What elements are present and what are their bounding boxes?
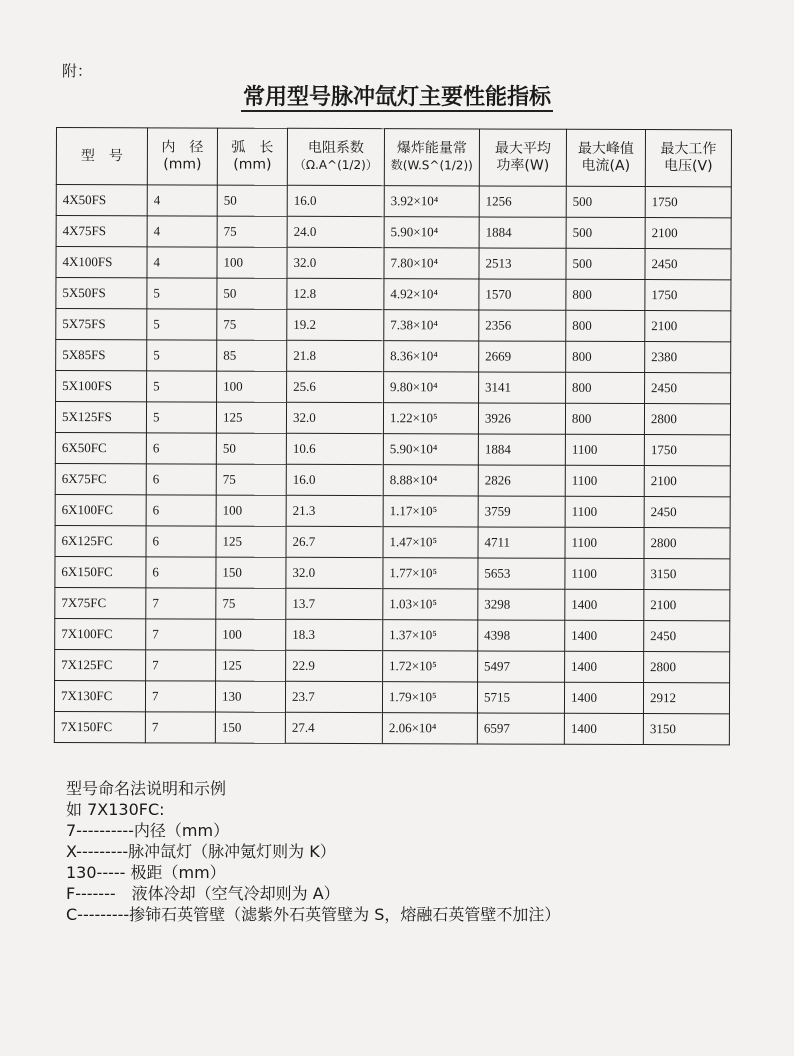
cell-peak-current: 800 [566,341,645,372]
table-row [55,556,730,589]
cell-peak-current: 1100 [565,434,644,465]
cell-avg-power: 1884 [479,217,566,248]
cell-inner-diameter: 6 [146,433,216,464]
cell-explosion-energy: 1.77×10⁵ [383,558,478,589]
cell-model: 4X100FS [56,247,147,278]
cell-explosion-energy: 9.80×10⁴ [383,372,478,403]
cell-arc-length: 100 [216,495,286,526]
cell-resistance: 13.7 [286,588,383,619]
cell-resistance: 21.3 [286,495,383,526]
cell-inner-diameter: 6 [146,464,216,495]
cell-arc-length: 75 [216,464,286,495]
cell-voltage: 2100 [645,311,731,342]
cell-model: 4X75FS [56,216,147,247]
cell-avg-power: 2356 [479,310,566,341]
naming-notes [66,778,560,925]
table-row [56,371,731,404]
table-row [55,649,730,682]
cell-model: 6X100FC [55,494,146,525]
cell-explosion-energy: 1.47×10⁵ [383,527,478,558]
notes-example: 如 7X130FC: [66,800,165,819]
cell-explosion-energy: 1.03×10⁵ [383,589,478,620]
cell-peak-current: 1100 [565,465,644,496]
cell-arc-length: 100 [217,371,287,402]
table-row [55,432,730,465]
cell-arc-length: 50 [217,278,287,309]
cell-peak-current: 1100 [565,527,644,558]
cell-explosion-energy: 5.90×10⁴ [384,217,479,248]
cell-explosion-energy: 1.17×10⁵ [383,496,478,527]
header-explosion-energy: 爆炸能量常 数(W.S^(1/2)) [384,129,479,186]
cell-avg-power: 2669 [479,341,566,372]
cell-peak-current: 500 [566,217,645,248]
cell-explosion-energy: 5.90×10⁴ [383,434,478,465]
cell-avg-power: 2513 [479,248,566,279]
cell-resistance: 12.8 [287,278,384,309]
table-row [55,587,730,620]
cell-voltage: 2450 [645,249,731,280]
cell-peak-current: 500 [566,248,645,279]
cell-inner-diameter: 7 [146,650,216,681]
table-row [54,711,729,744]
cell-model: 5X75FS [56,309,147,340]
cell-explosion-energy: 4.92×10⁴ [384,279,479,310]
cell-explosion-energy: 8.36×10⁴ [384,341,479,372]
cell-peak-current: 800 [565,403,644,434]
cell-peak-current: 1400 [565,620,644,651]
cell-inner-diameter: 7 [145,712,215,743]
cell-resistance: 32.0 [287,247,384,278]
cell-arc-length: 130 [215,681,285,712]
notes-line: 130----- 极距（mm） [66,863,226,882]
cell-resistance: 18.3 [286,619,383,650]
cell-avg-power: 3926 [478,403,565,434]
cell-model: 7X100FC [55,618,146,649]
table-row [54,680,729,713]
cell-resistance: 24.0 [287,216,384,247]
cell-avg-power: 4398 [478,620,565,651]
cell-voltage: 2100 [644,590,730,621]
table-row [56,185,731,218]
cell-arc-length: 150 [216,557,286,588]
cell-avg-power: 1884 [478,434,565,465]
cell-arc-length: 85 [217,340,287,371]
notes-line: X---------脉冲氙灯（脉冲氪灯则为 K） [66,842,336,861]
cell-avg-power: 1570 [479,279,566,310]
cell-inner-diameter: 7 [146,619,216,650]
cell-avg-power: 3141 [478,372,565,403]
cell-inner-diameter: 5 [147,278,217,309]
cell-peak-current: 800 [566,310,645,341]
cell-model: 5X85FS [56,340,147,371]
cell-resistance: 21.8 [287,340,384,371]
cell-avg-power: 1256 [479,186,566,217]
cell-resistance: 16.0 [287,185,384,216]
cell-inner-diameter: 4 [147,185,217,216]
cell-inner-diameter: 6 [146,557,216,588]
cell-model: 6X50FC [55,432,146,463]
cell-voltage: 2380 [645,342,731,373]
table-body [54,185,731,745]
notes-line: 7----------内径（mm） [66,821,230,840]
cell-inner-diameter: 5 [147,340,217,371]
cell-model: 5X50FS [56,278,147,309]
header-resistance-coefficient: 电阻系数 （Ω.A^(1/2)） [287,128,384,185]
cell-voltage: 1750 [644,435,730,466]
cell-arc-length: 100 [216,619,286,650]
cell-resistance: 22.9 [286,650,383,681]
cell-explosion-energy: 1.79×10⁵ [382,682,477,713]
cell-voltage: 3150 [643,714,729,745]
cell-peak-current: 1100 [565,558,644,589]
cell-voltage: 2100 [645,218,731,249]
cell-resistance: 25.6 [287,371,384,402]
cell-model: 6X150FC [55,556,146,587]
spec-table [54,127,732,745]
cell-avg-power: 6597 [477,713,564,744]
header-max-avg-power: 最大平均 功率(W) [479,129,566,186]
cell-inner-diameter: 5 [147,309,217,340]
cell-inner-diameter: 6 [146,526,216,557]
cell-model: 7X75FC [55,587,146,618]
cell-arc-length: 100 [217,247,287,278]
cell-model: 6X75FC [55,463,146,494]
cell-voltage: 2800 [644,404,730,435]
cell-voltage: 2450 [644,497,730,528]
cell-inner-diameter: 7 [146,588,216,619]
table-row [56,278,731,311]
cell-resistance: 19.2 [287,309,384,340]
cell-avg-power: 3298 [478,589,565,620]
table-row [56,247,731,280]
cell-explosion-energy: 1.22×10⁵ [383,403,478,434]
header-arc-length: 弧 长 (mm) [217,128,287,185]
cell-model: 7X150FC [54,711,145,742]
cell-inner-diameter: 4 [147,216,217,247]
notes-heading: 型号命名法说明和示例 [66,779,227,798]
cell-arc-length: 125 [216,526,286,557]
cell-voltage: 2100 [644,466,730,497]
header-max-working-voltage: 最大工作 电压(V) [645,130,731,187]
cell-explosion-energy: 7.38×10⁴ [384,310,479,341]
cell-model: 7X125FC [55,649,146,680]
cell-peak-current: 1100 [565,496,644,527]
cell-arc-length: 75 [217,216,287,247]
cell-voltage: 2450 [644,373,730,404]
cell-model: 5X100FS [56,371,147,402]
cell-model: 5X125FS [55,402,146,433]
cell-avg-power: 5497 [478,651,565,682]
cell-voltage: 2912 [643,683,729,714]
cell-peak-current: 800 [565,372,644,403]
cell-explosion-energy: 8.88×10⁴ [383,465,478,496]
cell-inner-diameter: 6 [146,495,216,526]
header-model: 型 号 [56,128,147,185]
cell-voltage: 2450 [644,621,730,652]
title-text: 常用型号脉冲氙灯主要性能指标 [242,85,551,110]
attachment-label: 附： [62,62,93,80]
cell-inner-diameter: 5 [146,402,216,433]
cell-voltage: 1750 [645,187,731,218]
cell-resistance: 16.0 [286,464,383,495]
cell-voltage: 1750 [645,280,731,311]
page-title [0,80,794,111]
cell-avg-power: 2826 [478,465,565,496]
cell-peak-current: 1400 [564,682,643,713]
cell-arc-length: 50 [216,433,286,464]
cell-resistance: 26.7 [286,526,383,557]
cell-explosion-energy: 1.72×10⁵ [383,651,478,682]
cell-arc-length: 125 [216,402,286,433]
cell-avg-power: 5715 [477,682,564,713]
cell-resistance: 32.0 [286,557,383,588]
notes-line: C---------掺铈石英管壁（滤紫外石英管壁为 S，熔融石英管壁不加注） [66,905,561,924]
table-row [56,216,731,249]
cell-voltage: 3150 [644,559,730,590]
cell-model: 7X130FC [54,680,145,711]
table-row [56,340,731,373]
cell-peak-current: 1400 [565,651,644,682]
notes-line: F------- 液体冷却（空气冷却则为 A） [66,884,340,903]
cell-arc-length: 75 [216,588,286,619]
table-row [55,402,730,435]
cell-arc-length: 50 [217,185,287,216]
cell-avg-power: 3759 [478,496,565,527]
cell-explosion-energy: 1.37×10⁵ [383,620,478,651]
cell-avg-power: 4711 [478,527,565,558]
cell-inner-diameter: 4 [147,247,217,278]
cell-peak-current: 800 [566,279,645,310]
cell-peak-current: 1400 [565,589,644,620]
cell-arc-length: 125 [216,650,286,681]
cell-peak-current: 1400 [564,713,643,744]
header-max-peak-current: 最大峰值 电流(A) [566,129,645,186]
header-inner-diameter: 内 径 (mm) [147,128,217,185]
table-row [55,494,730,527]
cell-resistance: 10.6 [286,433,383,464]
cell-resistance: 32.0 [286,402,383,433]
cell-peak-current: 500 [566,186,645,217]
table-row [55,525,730,558]
cell-inner-diameter: 7 [145,681,215,712]
cell-avg-power: 5653 [478,558,565,589]
cell-voltage: 2800 [644,652,730,683]
cell-model: 4X50FS [56,185,147,216]
cell-arc-length: 75 [217,309,287,340]
table-row [55,618,730,651]
cell-arc-length: 150 [215,712,285,743]
cell-voltage: 2800 [644,528,730,559]
table-row [56,309,731,342]
cell-resistance: 27.4 [285,712,382,743]
cell-inner-diameter: 5 [147,371,217,402]
cell-explosion-energy: 7.80×10⁴ [384,248,479,279]
table-header-row [56,128,731,187]
cell-resistance: 23.7 [285,681,382,712]
cell-explosion-energy: 2.06×10⁴ [382,713,477,744]
cell-explosion-energy: 3.92×10⁴ [384,186,479,217]
cell-model: 6X125FC [55,525,146,556]
table-row [55,463,730,496]
